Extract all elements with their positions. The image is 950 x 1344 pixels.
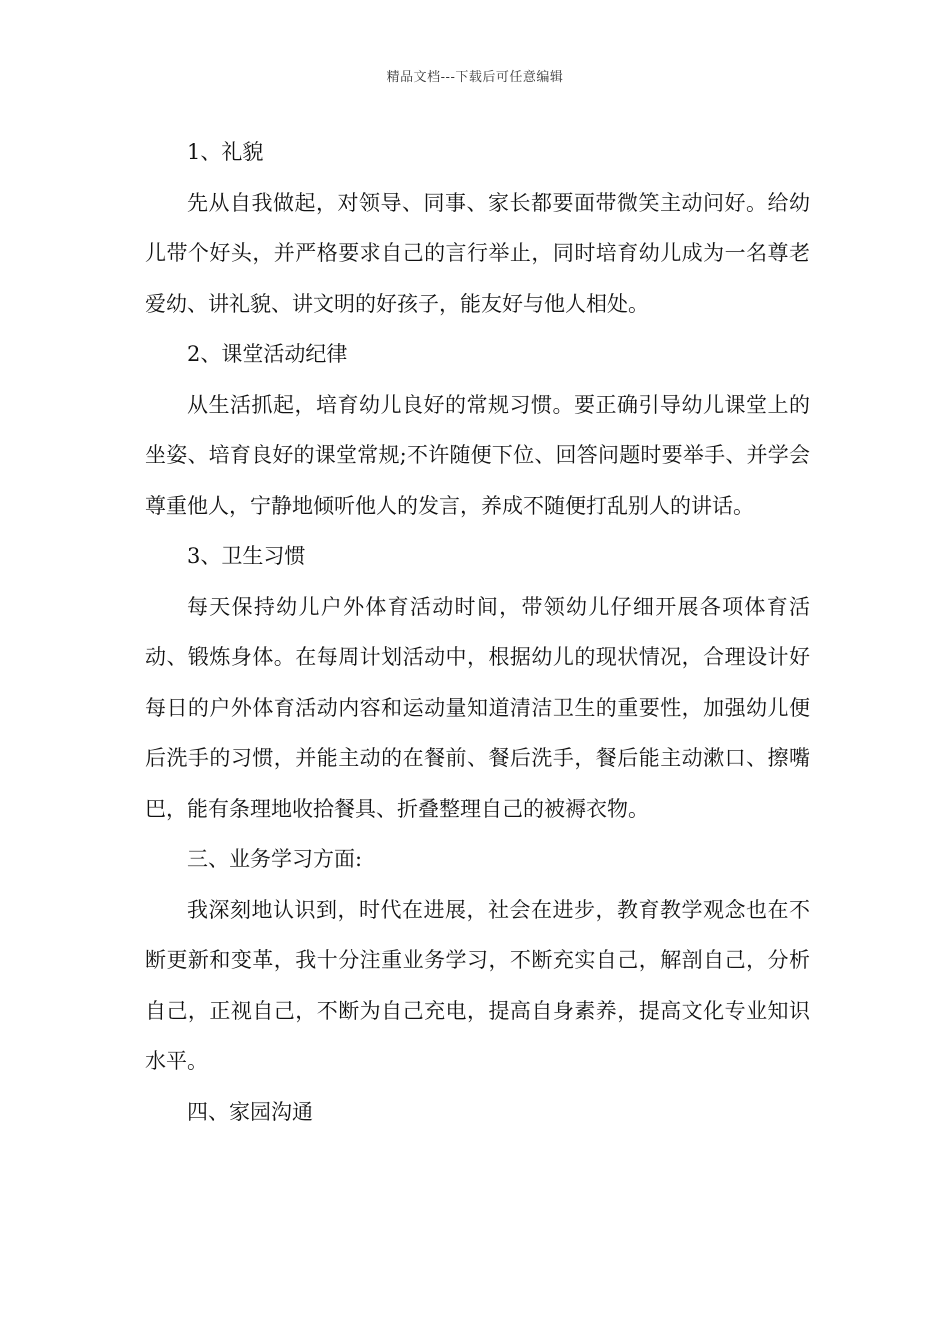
section-heading-home-school-communication: 四、家园沟通 bbox=[187, 1099, 313, 1124]
document-body bbox=[145, 127, 810, 1137]
section-heading-hygiene: 3、卫生习惯 bbox=[187, 544, 306, 568]
section-heading-courtesy: 1、礼貌 bbox=[187, 140, 264, 164]
section-heading-classroom-discipline: 2、课堂活动纪律 bbox=[187, 342, 348, 366]
paragraph-courtesy: 先从自我做起，对领导、同事、家长都要面带微笑主动问好。给幼儿带个好头，并严格要求自己的言行举止，同时培育幼儿成为一名尊老爱幼、讲礼貌、讲文明的好孩子，能友好与他人相处。 bbox=[145, 190, 810, 316]
page-header: 精品文档---下载后可任意编辑 bbox=[386, 70, 564, 85]
paragraph-hygiene: 每天保持幼儿户外体育活动时间，带领幼儿仔细开展各项体育活动、锻炼身体。在每周计划活动中，根据幼儿的现状情况，合理设计好每日的户外体育活动内容和运动量知道清洁卫生的重要性，加强幼儿便后洗手的习惯，并能主动的在餐前、餐后洗手，餐后能主动漱口、擦嘴巴，能有条理地收拾餐具、折叠整理自己的被褥衣物。 bbox=[145, 594, 810, 821]
section-heading-professional-study: 三、业务学习方面: bbox=[187, 847, 363, 871]
paragraph-professional-study: 我深刻地认识到，时代在进展，社会在进步，教育教学观念也在不断更新和变革，我十分注重业务学习，不断充实自己，解剖自己，分析自己，正视自己，不断为自己充电，提高自身素养，提高文化专业知识水平。 bbox=[145, 897, 810, 1073]
paragraph-classroom-discipline: 从生活抓起，培育幼儿良好的常规习惯。要正确引导幼儿课堂上的坐姿、培育良好的课堂常规;不许随便下位、回答问题时要举手、并学会尊重他人，宁静地倾听他人的发言，养成不随便打乱别人的讲话。 bbox=[145, 392, 810, 518]
